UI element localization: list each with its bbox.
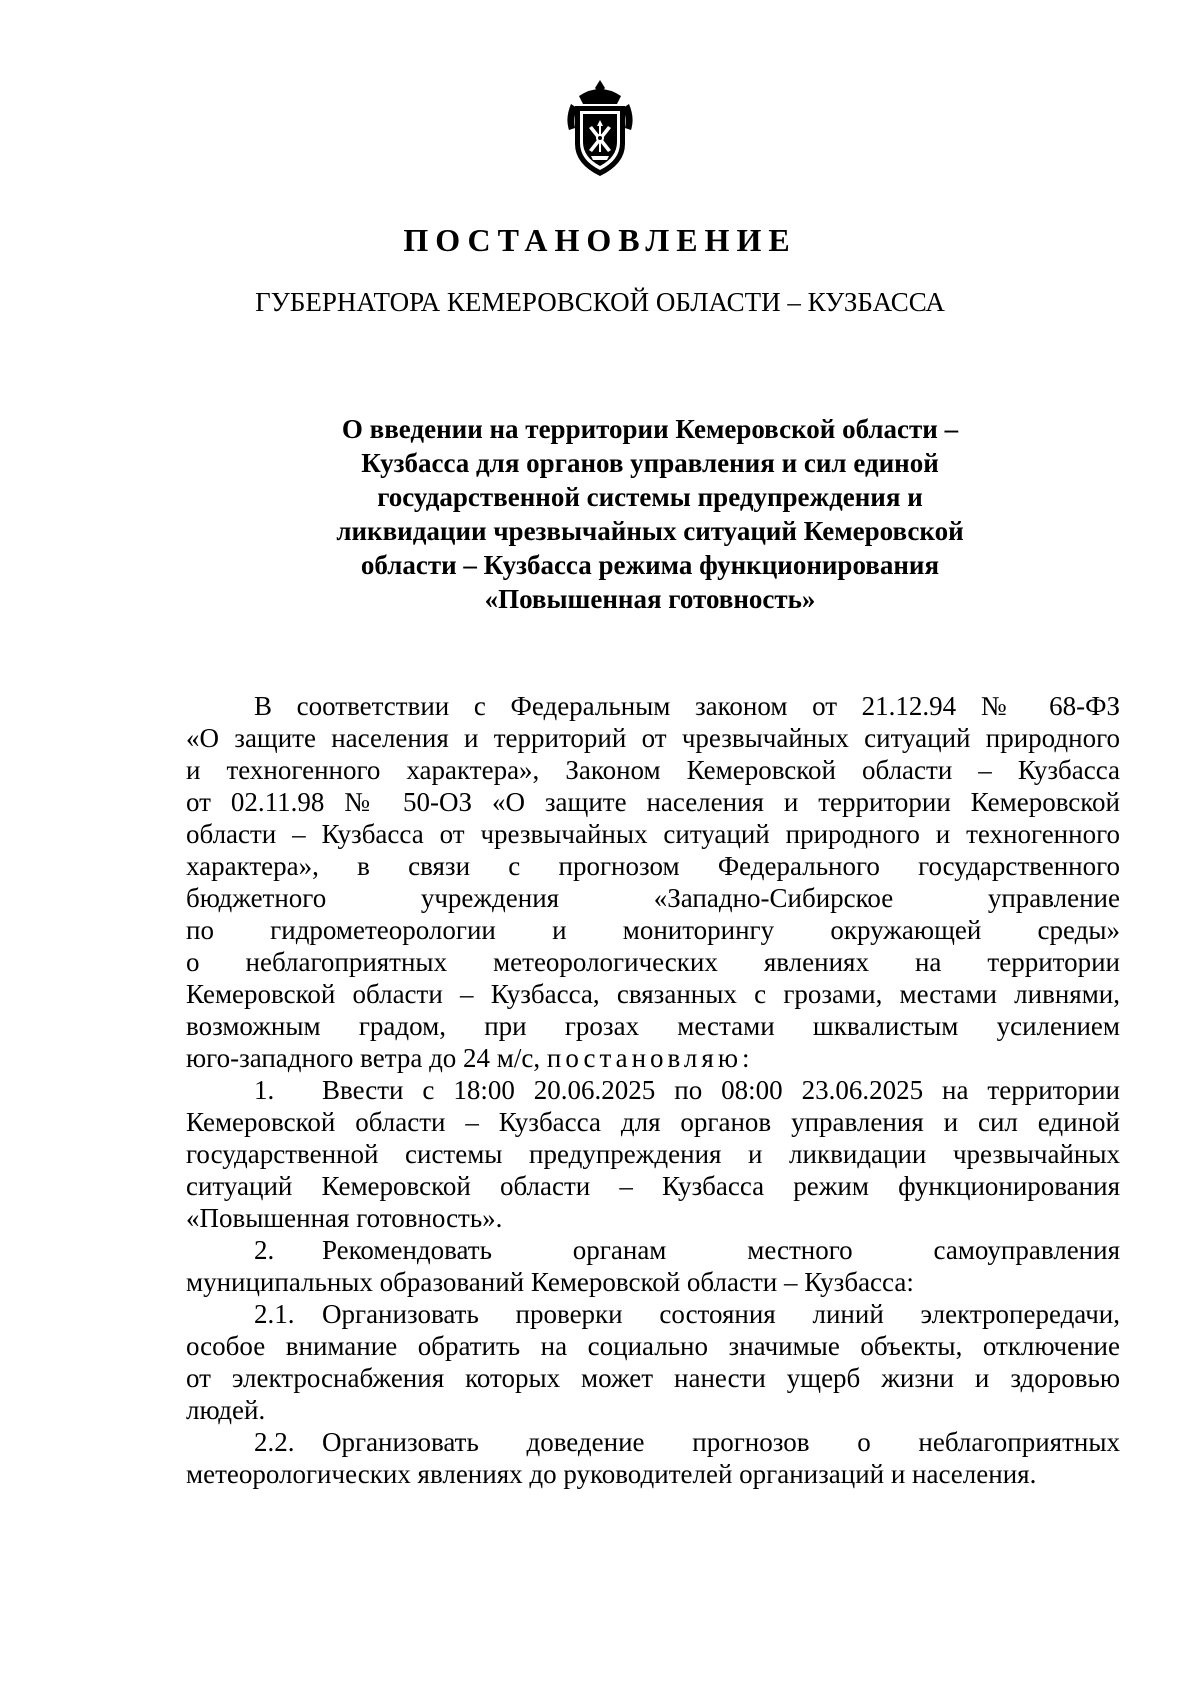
body-line: «Повышенная готовность». bbox=[186, 1203, 503, 1233]
title-line: «Повышенная готовность» bbox=[484, 584, 816, 614]
body-line: о неблагоприятных метеорологических явлениях на территории bbox=[186, 947, 1120, 977]
body-line: Кемеровской области – Кузбасса, связанных с грозами, местами ливнями, bbox=[186, 979, 1120, 1009]
preamble-ending: юго-западного ветра до 24 м/с, bbox=[186, 1043, 541, 1073]
body-line: по гидрометеорологии и мониторингу окружающей среды» bbox=[186, 915, 1120, 945]
body-line: бюджетного учреждения «Западно-Сибирское управление bbox=[186, 883, 1120, 913]
body-line: «О защите населения и территорий от чрезвычайных ситуаций природного bbox=[186, 723, 1120, 753]
item-2-2 bbox=[186, 1426, 1120, 1490]
item-text: Ввести с 18:00 20.06.2025 по 08:00 23.06.2025 на территории bbox=[322, 1075, 1120, 1105]
body-line: В соответствии с Федеральным законом от 21.12.94 № 68-ФЗ bbox=[254, 691, 1120, 721]
item-text: Рекомендовать органам местного самоуправления bbox=[322, 1235, 1120, 1265]
issuer-heading: ГУБЕРНАТОРА КЕМЕРОВСКОЙ ОБЛАСТИ – КУЗБАССА bbox=[255, 287, 945, 317]
item-text: Организовать доведение прогнозов о неблагоприятных bbox=[322, 1427, 1120, 1457]
title-line: Кузбасса для органов управления и сил единой bbox=[361, 448, 939, 478]
body-line: области – Кузбасса от чрезвычайных ситуаций природного и техногенного bbox=[186, 819, 1120, 849]
body-line bbox=[186, 1426, 1120, 1458]
item-number: 1. bbox=[254, 1075, 275, 1105]
body-line: метеорологических явлениях до руководителей организаций и населения. bbox=[186, 1459, 1037, 1489]
resolve-word: постановляю: bbox=[546, 1043, 754, 1073]
body-line: и техногенного характера», Законом Кемеровской области – Кузбасса bbox=[186, 755, 1120, 785]
document-body bbox=[186, 690, 1120, 1490]
preamble-paragraph bbox=[186, 690, 1120, 1074]
body-line bbox=[186, 1042, 1120, 1074]
body-line bbox=[186, 1234, 1120, 1266]
body-line bbox=[186, 1074, 1120, 1106]
item-text: Организовать проверки состояния линий электропередачи, bbox=[322, 1299, 1120, 1329]
body-line bbox=[186, 1298, 1120, 1330]
body-line: государственной системы предупреждения и ликвидации чрезвычайных bbox=[186, 1139, 1120, 1169]
title-line: области – Кузбасса режима функционирования bbox=[360, 550, 940, 580]
title-line: ликвидации чрезвычайных ситуаций Кемеровской bbox=[336, 516, 964, 546]
body-line: особое внимание обратить на социально значимые объекты, отключение bbox=[186, 1331, 1120, 1361]
item-2 bbox=[186, 1234, 1120, 1298]
title-line: государственной системы предупреждения и bbox=[377, 482, 923, 512]
item-number: 2. bbox=[254, 1235, 275, 1265]
item-number: 2.1. bbox=[254, 1299, 295, 1329]
body-line: людей. bbox=[186, 1395, 266, 1425]
body-line: возможным градом, при грозах местами шквалистым усилением bbox=[186, 1011, 1120, 1041]
body-line: Кемеровской области – Кузбасса для органов управления и сил единой bbox=[186, 1107, 1120, 1137]
document-title bbox=[300, 412, 1000, 616]
body-line: от электроснабжения которых может нанести ущерб жизни и здоровью bbox=[186, 1363, 1120, 1393]
body-line: муниципальных образований Кемеровской области – Кузбасса: bbox=[186, 1267, 914, 1297]
body-line: ситуаций Кемеровской области – Кузбасса режим функционирования bbox=[186, 1171, 1120, 1201]
item-1 bbox=[186, 1074, 1120, 1234]
body-line: от 02.11.98 № 50-ОЗ «О защите населения и территории Кемеровской bbox=[186, 787, 1120, 817]
item-number: 2.2. bbox=[254, 1427, 295, 1457]
body-line: характера», в связи с прогнозом Федерального государственного bbox=[186, 851, 1120, 881]
document-type-heading: ПОСТАНОВЛЕНИЕ bbox=[403, 222, 797, 258]
item-2-1 bbox=[186, 1298, 1120, 1426]
title-line: О введении на территории Кемеровской области – bbox=[341, 414, 959, 444]
coat-of-arms-icon bbox=[561, 78, 639, 182]
